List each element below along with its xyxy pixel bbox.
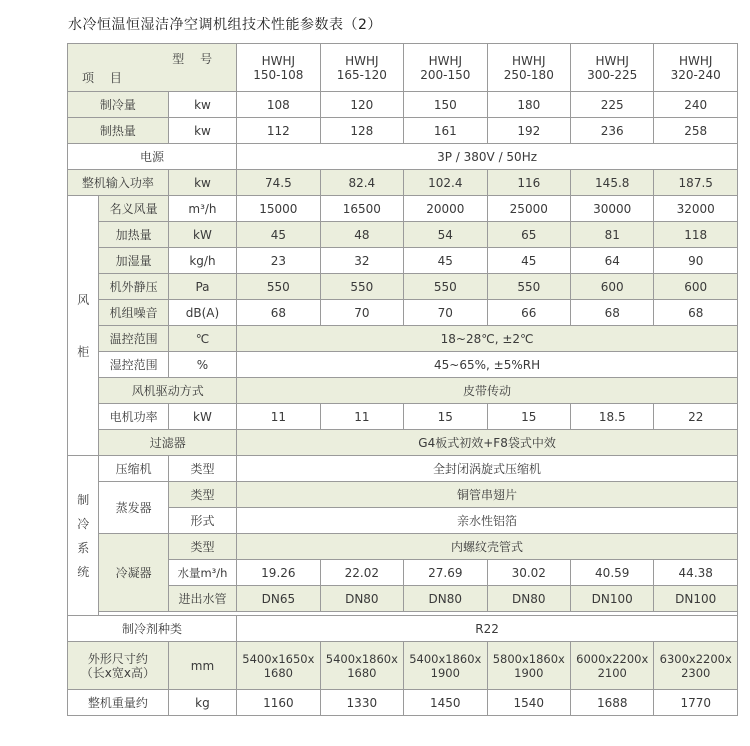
- value-cell: 30000: [571, 196, 654, 222]
- group-label-refrigeration: 制冷系统: [68, 456, 99, 616]
- value-cell: 5400x1650x 1680: [237, 642, 320, 690]
- value-cell: 1450: [404, 690, 487, 716]
- value-cell: 18.5: [571, 404, 654, 430]
- value-cell: 18~28℃, ±2℃: [237, 326, 738, 352]
- value-cell: 550: [320, 274, 403, 300]
- value-cell: 32000: [654, 196, 738, 222]
- value-cell: 70: [404, 300, 487, 326]
- value-cell: 16500: [320, 196, 403, 222]
- value-cell: 全封闭涡旋式压缩机: [237, 456, 738, 482]
- table-row: [68, 378, 738, 404]
- value-cell: 236: [571, 118, 654, 144]
- value-cell: 30.02: [487, 560, 570, 586]
- table-row: [68, 248, 738, 274]
- value-cell: 48: [320, 222, 403, 248]
- row-label: 湿控范围: [99, 352, 168, 378]
- row-unit: kW: [168, 404, 236, 430]
- value-cell: 82.4: [320, 170, 403, 196]
- value-cell: 116: [487, 170, 570, 196]
- value-cell: 161: [404, 118, 487, 144]
- row-unit: kw: [168, 92, 236, 118]
- header-corner: [68, 44, 237, 92]
- value-cell: 66: [487, 300, 570, 326]
- value-cell: 20000: [404, 196, 487, 222]
- row-unit: kW: [168, 222, 236, 248]
- table-row: [68, 326, 738, 352]
- value-cell: 1770: [654, 690, 738, 716]
- row-label: 整机输入功率: [68, 170, 169, 196]
- table-row: [68, 222, 738, 248]
- value-cell: 15000: [237, 196, 320, 222]
- value-cell: 27.69: [404, 560, 487, 586]
- row-unit: kw: [168, 118, 236, 144]
- value-cell: 5400x1860x 1680: [320, 642, 403, 690]
- table-row: [68, 430, 738, 456]
- value-cell: 5800x1860x 1900: [487, 642, 570, 690]
- row-label: 机外静压: [99, 274, 168, 300]
- row-label: 外形尺寸约 （长x宽x高）: [68, 642, 169, 690]
- row-unit: mm: [168, 642, 236, 690]
- page-title: 水冷恒温恒湿洁净空调机组技术性能参数表（2）: [68, 17, 382, 33]
- value-cell: DN80: [404, 586, 487, 612]
- value-cell: DN80: [320, 586, 403, 612]
- value-cell: 6000x2200x 2100: [571, 642, 654, 690]
- value-cell: 258: [654, 118, 738, 144]
- table-row: [68, 642, 738, 690]
- value-cell: 1540: [487, 690, 570, 716]
- value-cell: 108: [237, 92, 320, 118]
- value-cell: 19.26: [237, 560, 320, 586]
- value-cell: 45: [487, 248, 570, 274]
- value-cell: 240: [654, 92, 738, 118]
- value-cell: 22: [654, 404, 738, 430]
- value-cell: 11: [320, 404, 403, 430]
- row-label: 电源: [68, 144, 237, 170]
- value-cell: 23: [237, 248, 320, 274]
- value-cell: 112: [237, 118, 320, 144]
- row-label: 加热量: [99, 222, 168, 248]
- row-unit: kw: [168, 170, 236, 196]
- value-cell: 6300x2200x 2300: [654, 642, 738, 690]
- value-cell: 65: [487, 222, 570, 248]
- value-cell: 45~65%, ±5%RH: [237, 352, 738, 378]
- row-unit: kg/h: [168, 248, 236, 274]
- value-cell: 64: [571, 248, 654, 274]
- row-label: 制热量: [68, 118, 169, 144]
- table-row: [68, 352, 738, 378]
- value-cell: 74.5: [237, 170, 320, 196]
- model-header: HWHJ 320-240: [654, 44, 738, 92]
- value-cell: 225: [571, 92, 654, 118]
- value-cell: 15: [487, 404, 570, 430]
- value-cell: 68: [571, 300, 654, 326]
- table-row: [68, 560, 738, 586]
- header-model-label: 型 号: [172, 52, 219, 66]
- row-label: 制冷剂种类: [68, 616, 237, 642]
- value-cell: 亲水性铝箔: [237, 508, 738, 534]
- value-cell: 550: [487, 274, 570, 300]
- value-cell: 150: [404, 92, 487, 118]
- value-cell: 68: [237, 300, 320, 326]
- spec-table: [67, 43, 738, 716]
- value-cell: 15: [404, 404, 487, 430]
- value-cell: DN80: [487, 586, 570, 612]
- value-cell: 54: [404, 222, 487, 248]
- row-label: 制冷量: [68, 92, 169, 118]
- row-sublabel: 类型: [168, 456, 236, 482]
- value-cell: 180: [487, 92, 570, 118]
- value-cell: 70: [320, 300, 403, 326]
- value-cell: 81: [571, 222, 654, 248]
- value-cell: 45: [404, 248, 487, 274]
- table-row: [68, 508, 738, 534]
- table-row: [68, 300, 738, 326]
- value-cell: 145.8: [571, 170, 654, 196]
- value-cell: 90: [654, 248, 738, 274]
- row-label: 冷凝器: [99, 534, 168, 612]
- model-header: HWHJ 150-108: [237, 44, 320, 92]
- value-cell: 内螺纹壳管式: [237, 534, 738, 560]
- value-cell: 600: [571, 274, 654, 300]
- row-label: 加湿量: [99, 248, 168, 274]
- header-item-label: 项 目: [82, 71, 128, 85]
- table-row: [68, 616, 738, 642]
- table-row: [68, 196, 738, 222]
- row-sublabel: 类型: [168, 482, 236, 508]
- value-cell: 187.5: [654, 170, 738, 196]
- table-row: [68, 586, 738, 612]
- row-label: 温控范围: [99, 326, 168, 352]
- model-header: HWHJ 200-150: [404, 44, 487, 92]
- value-cell: DN100: [571, 586, 654, 612]
- row-unit: kg: [168, 690, 236, 716]
- value-cell: 皮带传动: [237, 378, 738, 404]
- table-row: [68, 274, 738, 300]
- value-cell: 5400x1860x 1900: [404, 642, 487, 690]
- row-label: 名义风量: [99, 196, 168, 222]
- table-row: [68, 92, 738, 118]
- row-label: 压缩机: [99, 456, 168, 482]
- value-cell: 铜管串翅片: [237, 482, 738, 508]
- row-unit: %: [168, 352, 236, 378]
- value-cell: 68: [654, 300, 738, 326]
- value-cell: 550: [404, 274, 487, 300]
- value-cell: 1688: [571, 690, 654, 716]
- row-sublabel: 形式: [168, 508, 236, 534]
- value-cell: 45: [237, 222, 320, 248]
- value-cell: DN100: [654, 586, 738, 612]
- value-cell: G4板式初效+F8袋式中效: [237, 430, 738, 456]
- model-header: HWHJ 250-180: [487, 44, 570, 92]
- value-cell: 1160: [237, 690, 320, 716]
- table-row: [68, 404, 738, 430]
- value-cell: 22.02: [320, 560, 403, 586]
- value-cell: 11: [237, 404, 320, 430]
- value-cell: 118: [654, 222, 738, 248]
- model-header: HWHJ 165-120: [320, 44, 403, 92]
- table-row: [68, 690, 738, 716]
- table-row: [68, 144, 738, 170]
- value-cell: 120: [320, 92, 403, 118]
- value-cell: 600: [654, 274, 738, 300]
- table-row: [68, 456, 738, 482]
- value-cell: 128: [320, 118, 403, 144]
- table-row: [68, 118, 738, 144]
- row-label: 整机重量约: [68, 690, 169, 716]
- row-label: 过滤器: [99, 430, 237, 456]
- table-row: [68, 534, 738, 560]
- value-cell: DN65: [237, 586, 320, 612]
- value-cell: 25000: [487, 196, 570, 222]
- value-cell: 192: [487, 118, 570, 144]
- row-sublabel: 水量m³/h: [168, 560, 236, 586]
- header-row: [68, 44, 738, 92]
- table-row: [68, 170, 738, 196]
- table-row: [68, 482, 738, 508]
- value-cell: 32: [320, 248, 403, 274]
- group-label-cabinet: 风柜: [68, 196, 99, 456]
- value-cell: R22: [237, 616, 738, 642]
- row-label: 蒸发器: [99, 482, 168, 534]
- value-cell: 550: [237, 274, 320, 300]
- value-cell: 40.59: [571, 560, 654, 586]
- row-sublabel: 类型: [168, 534, 236, 560]
- row-unit: dB(A): [168, 300, 236, 326]
- value-cell: 102.4: [404, 170, 487, 196]
- row-unit: Pa: [168, 274, 236, 300]
- row-sublabel: 进出水管: [168, 586, 236, 612]
- value-cell: 44.38: [654, 560, 738, 586]
- row-unit: ℃: [168, 326, 236, 352]
- model-header: HWHJ 300-225: [571, 44, 654, 92]
- row-label: 机组噪音: [99, 300, 168, 326]
- row-label: 电机功率: [99, 404, 168, 430]
- row-label: 风机驱动方式: [99, 378, 237, 404]
- row-unit: m³/h: [168, 196, 236, 222]
- value-cell: 1330: [320, 690, 403, 716]
- value-cell: 3P / 380V / 50Hz: [237, 144, 738, 170]
